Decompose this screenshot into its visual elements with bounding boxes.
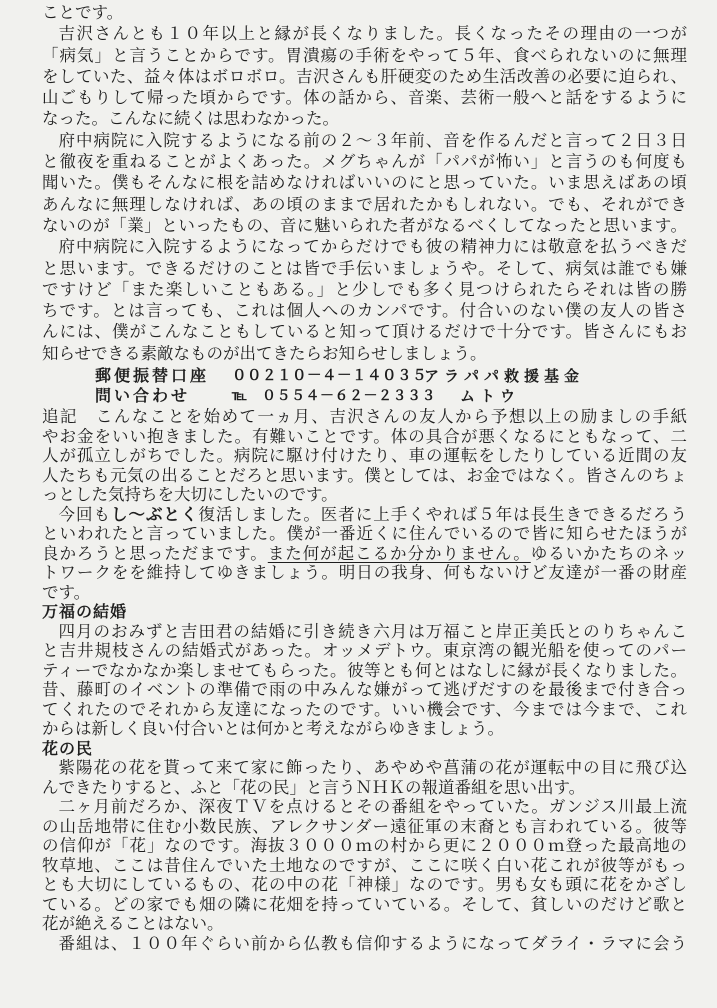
contact-phone: ０５５４－６２－２３３３ [262,388,436,404]
donation-contact-row [0,386,717,406]
text-line: 聞いた。僕もそんなに根を詰めなければいいのにと思っていた。いま思えばあの頃 [42,173,687,193]
text-line [42,505,687,525]
text-span: 今回も [58,504,111,524]
text-line: 牧草地、ここは昔住んでいた土地なのですが、ここに咲く白い花これが彼等がもっ [42,855,687,875]
text-line: と思います。できるだけのことは皆で手伝いましょうや。そして、病気は誰でも嫌 [42,258,687,278]
text-line: んには、僕がこんなこともしていると知って頂けるだけで十分です。皆さんにもお [42,322,687,342]
contact-name: ムトウ [460,387,521,405]
underlined-text: また何が起こるか分かりません。 [267,543,531,563]
text-line: とも大切にしているもの、花の中の花「神様」なのです。男も女も頭に花をかざし [42,875,687,894]
text-line: の信仰が「花」なのです。海抜３０００ｍの村から更に２０００ｍ登った最高地の [42,836,687,855]
text-line: 人たちも元気の出ることだろと思います。僕としては、お金ではなく。皆さんのちょ [42,465,687,485]
text-line: です。 [42,582,91,602]
text-line: 四月のおみずと吉田君の結婚に引き続き六月は万福こと岸正美氏とのりちゃんこ [58,621,687,641]
telephone-icon: ℡ [232,388,248,404]
text-line: 紫陽花の花を貰って来て家に飾ったり、あやめや菖蒲の花が運転中の目に飛び込 [58,758,687,777]
text-line: ないのが「業」といったもの、音に魅いられた者がなるべくしてなったと思います。 [42,215,687,235]
body-section [42,407,687,953]
text-line: ちです。とは言っても、これは個人へのカンパです。付合いのない僕の友人の皆さ [42,301,687,321]
text-line: をしていた、益々体はボロボロ。吉沢さんも肝硬変のため生活改善の必要に迫られ、 [42,66,687,86]
text-line [42,544,687,564]
text-line: ことです。 [42,3,124,22]
section-heading: 花の民 [42,738,94,758]
text-line: 人が孤立しがちでした。病院に駆け付けたり、車の運転をしたりしている近間の友 [42,446,687,465]
text-line: の山岳地帯に住む小数民族、アレクサンダー遠征軍の末裔とも言われている。彼等 [42,816,687,836]
text-line: なった。こんなに続くは思わなかった。 [42,109,339,129]
text-span: 復活しました。医者に上手くやれば５年は長生きできるだろう [198,504,687,524]
account-name: アラパパ救援基金 [424,367,585,385]
text-line: っとした気持ちを大切にしたいのです。 [42,485,338,504]
account-label: 郵便振替口座 [95,366,210,385]
text-span: ゆるいかたちのネッ [530,543,687,563]
text-span: 良かろうと思っただまです。 [42,543,268,563]
section-heading: 万福の結婚 [42,602,128,621]
text-line: と徹夜を重ねることがよくあった。メグちゃんが「パパが怖い」と言うのも何度も [42,152,687,172]
text-line: 番組は、１００年ぐらい前から仏教も信仰するようになってダライ・ラマに会う [58,933,687,953]
text-line: やお金をいい抱きました。有難いことです。体の具合が悪くなるにともなって、二 [42,426,687,446]
contact-label: 問い合わせ [95,386,191,405]
text-line: と吉井規枝さんの結婚式があった。オッメデトウ。東京湾の観光船を使ってのパー [42,641,687,660]
text-line: 花が絶えることはない。 [42,914,224,933]
text-line: てくれたのでそれから友達になったのです。いい機会です、今までは今まで、これ [42,699,687,719]
account-number: ００２１０－４－１４０３５ [232,367,427,384]
text-line: 「病気」と言うことからです。胃潰瘍の手術をやって５年、食べられないのに無理 [42,45,687,65]
text-line: といわれたと言っていました。僕が一番近くに住んでいるので皆に知らせたほうが [42,524,687,543]
text-line: 府中病院に入院するようになってからだけでも彼の精神力には敬意を払うべきだ [58,237,687,257]
text-line: 追記 こんなことを始めて一ヵ月、吉沢さんの友人から予想以上の励ましの手紙 [42,407,687,426]
donation-account-row [0,366,717,386]
text-line: 昔、藤町のイベントの準備で雨の中みんな嫌がって逃げだすのを最後まで付き合っ [42,680,687,699]
text-line: ティーでなかなか楽しませてもらった。彼等とも何とはなしに縁が長くなりました。 [42,660,687,680]
text-line: あんなに無理しなければ、あの頃のままで居れたかもしれない。でも、それができ [42,194,687,214]
text-line: ですけど「また楽しいこともある。」と少しでも多く見つけられたらそれは皆の勝 [42,279,687,299]
text-line: んできたりすると、ふと「花の民」と言うＮＨＫの報道番組を思い出す。 [42,777,586,797]
intro-section [42,2,687,364]
text-line: 府中病院に入院するようになる前の２～３年前、音を作るんだと言って２日３日 [58,130,687,150]
text-line: 吉沢さんとも１０年以上と縁が長くなりました。長くなったその理由の一つが [58,24,687,44]
text-line: からは新しく良い付合いとは何かと考えながらゆきましょう。 [42,719,504,738]
text-line: 知らせできる素敵なものが出てきたらお知らせしましょう。 [42,343,487,363]
text-line: ている。どの家でも畑の隣に花畑を持っていている。そして、貧しいのだけど歌と [42,894,687,914]
text-line: 二ヶ月前だろか、深夜ＴＶを点けるとその番組をやっていた。ガンジス川最上流 [58,797,687,816]
emphasized-text: し～ぶとく [110,504,199,524]
text-line: 山ごもりして帰った頃からです。体の話から、音楽、芸術一般へと話をするように [42,88,687,108]
text-line: トワークをを維持してゆきましょう。明日の我身、何もないけど友達が一番の財産 [42,563,687,582]
